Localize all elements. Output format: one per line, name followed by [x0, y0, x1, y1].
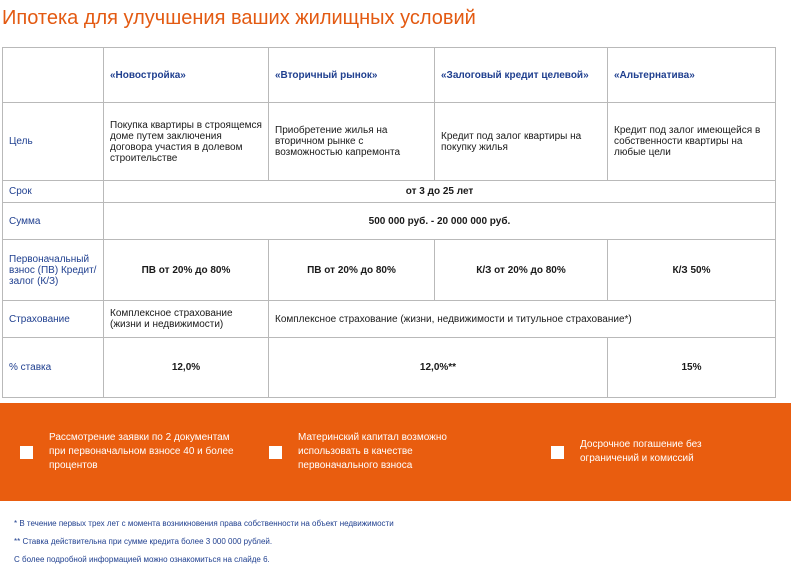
row-label-rate: % ставка — [3, 338, 104, 398]
column-header-novostroyka: «Новостройка» — [104, 48, 269, 103]
table-row-purpose — [3, 103, 776, 181]
feature-item — [551, 403, 771, 501]
footnote: ** Ставка действительна при сумме кредита более 3 000 000 рублей. — [14, 537, 273, 546]
footnote: С более подробной информацией можно ознакомиться на слайде 6. — [14, 555, 270, 564]
feature-item — [20, 403, 250, 501]
feature-text: Рассмотрение заявки по 2 документам при первоначальном взносе 40 и более процентов — [49, 432, 234, 471]
table-row-rate — [3, 338, 776, 398]
feature-text: Материнский капитал возможно использовать в качестве первоначального взноса — [298, 432, 447, 471]
column-header-vtorichny: «Вторичный рынок» — [269, 48, 435, 103]
purpose-cell: Кредит под залог имеющейся в собственности квартиры на любые цели — [608, 103, 776, 181]
features-band — [0, 403, 791, 501]
row-label-downpayment: Первоначальный взнос (ПВ) Кредит/залог (К/З) — [3, 240, 104, 301]
checkbox-icon[interactable] — [269, 446, 282, 459]
row-label-insurance: Страхование — [3, 301, 104, 338]
mortgage-comparison-table — [2, 47, 776, 398]
row-label-term: Срок — [3, 181, 104, 203]
downpayment-cell: ПВ от 20% до 80% — [269, 240, 435, 301]
rate-middle-cell: 12,0%** — [269, 338, 608, 398]
purpose-cell: Кредит под залог квартиры на покупку жилья — [435, 103, 608, 181]
downpayment-cell: К/З от 20% до 80% — [435, 240, 608, 301]
table-row-downpayment — [3, 240, 776, 301]
table-row-amount — [3, 203, 776, 240]
insurance-first-cell: Комплексное страхование (жизни и недвижимости) — [104, 301, 269, 338]
feature-item — [269, 403, 509, 501]
column-header-alternativa: «Альтернатива» — [608, 48, 776, 103]
row-label-purpose: Цель — [3, 103, 104, 181]
checkbox-icon[interactable] — [551, 446, 564, 459]
downpayment-cell: ПВ от 20% до 80% — [104, 240, 269, 301]
insurance-rest-cell: Комплексное страхование (жизни, недвижимости и титульное страхование*) — [269, 301, 776, 338]
column-header-zalogovy: «Залоговый кредит целевой» — [435, 48, 608, 103]
purpose-cell: Покупка квартиры в строящемся доме путем заключения договора участия в долевом строительстве — [104, 103, 269, 181]
table-row-insurance — [3, 301, 776, 338]
purpose-cell: Приобретение жилья на вторичном рынке с возможностью капремонта — [269, 103, 435, 181]
amount-value: 500 000 руб. - 20 000 000 руб. — [104, 203, 776, 240]
table-header-row — [3, 48, 776, 103]
row-label-amount: Сумма — [3, 203, 104, 240]
rate-first-cell: 12,0% — [104, 338, 269, 398]
header-empty-cell — [3, 48, 104, 103]
footnote: * В течение первых трех лет с момента возникновения права собственности на объект недвижимости — [14, 519, 394, 528]
term-value: от 3 до 25 лет — [104, 181, 776, 203]
rate-last-cell: 15% — [608, 338, 776, 398]
feature-text: Досрочное погашение без ограничений и комиссий — [580, 439, 702, 464]
page-title: Ипотека для улучшения ваших жилищных условий — [2, 7, 476, 29]
checkbox-icon[interactable] — [20, 446, 33, 459]
downpayment-cell: К/З 50% — [608, 240, 776, 301]
table-row-term — [3, 181, 776, 203]
